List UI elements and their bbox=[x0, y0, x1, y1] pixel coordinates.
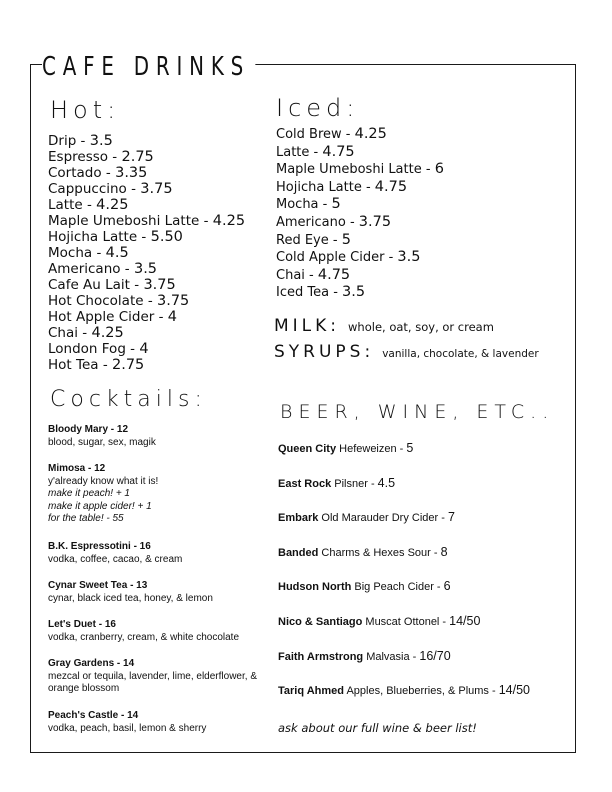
hot-drink-price: 2.75 bbox=[111, 357, 145, 373]
beer-description: Charms & Hexes Sour - bbox=[318, 546, 441, 559]
hot-drink-name: Chai - bbox=[48, 325, 92, 341]
hot-drink-price: 2.75 bbox=[121, 149, 154, 165]
hot-drink-name: Latte - bbox=[48, 197, 97, 213]
cocktail-option: make it peach! + 1 bbox=[48, 488, 130, 499]
cocktail-item bbox=[48, 710, 206, 735]
iced-drink-item bbox=[276, 179, 444, 197]
iced-drink-item bbox=[276, 144, 444, 162]
hot-drink-item bbox=[48, 293, 245, 309]
iced-drink-price: 3.5 bbox=[397, 249, 421, 266]
cocktail-description: vodka, cranberry, cream, & white chocolate bbox=[48, 631, 240, 643]
milk-row bbox=[274, 316, 494, 336]
hot-drink-name: Cortado - bbox=[48, 165, 116, 181]
iced-drink-name: Americano - bbox=[276, 214, 359, 230]
beer-price: 14/50 bbox=[449, 614, 481, 628]
hot-drink-price: 3.75 bbox=[143, 277, 176, 293]
iced-drink-name: Iced Tea - bbox=[276, 285, 343, 301]
iced-drink-price: 4.75 bbox=[317, 266, 351, 283]
beer-item bbox=[278, 649, 451, 664]
hot-drink-price: 4.5 bbox=[105, 245, 129, 261]
beer-price: 6 bbox=[443, 579, 451, 594]
hot-drink-item bbox=[48, 229, 245, 245]
hot-drink-price: 3.5 bbox=[89, 133, 113, 149]
iced-drink-item bbox=[276, 249, 444, 267]
iced-drink-item bbox=[276, 232, 444, 250]
cocktails-heading: Cocktails: bbox=[50, 387, 207, 412]
hot-drink-name: Maple Umeboshi Latte - bbox=[48, 213, 213, 229]
beer-description: Pilsner - bbox=[331, 477, 378, 490]
iced-drink-name: Cold Brew - bbox=[276, 127, 355, 142]
iced-drink-price: 6 bbox=[434, 161, 444, 178]
beer-price: 4.5 bbox=[377, 475, 396, 490]
milk-options: whole, oat, soy, or cream bbox=[348, 320, 494, 334]
iced-drink-name: Mocha - bbox=[276, 197, 332, 213]
beer-description: Apples, Blueberries, & Plums - bbox=[344, 685, 499, 698]
cocktail-name: Let's Duet - 16 bbox=[48, 619, 116, 630]
hot-drink-name: Mocha - bbox=[48, 245, 106, 261]
iced-drink-price: 4.75 bbox=[322, 143, 355, 160]
hot-drink-name: Americano - bbox=[48, 261, 134, 277]
page-title: CAFE DRINKS bbox=[42, 50, 255, 84]
hot-drink-name: Hot Chocolate - bbox=[48, 293, 157, 309]
hot-drink-item bbox=[48, 277, 245, 293]
beer-item bbox=[278, 579, 451, 594]
beer-item bbox=[278, 683, 530, 698]
iced-drink-name: Cold Apple Cider - bbox=[276, 250, 398, 266]
hot-list bbox=[48, 133, 245, 373]
iced-drink-item bbox=[276, 214, 444, 232]
beer-price: 5 bbox=[406, 441, 414, 455]
beer-item bbox=[278, 545, 448, 560]
beer-producer: Nico & Santiago bbox=[278, 616, 363, 628]
beer-item bbox=[278, 441, 413, 456]
iced-drink-item bbox=[276, 196, 444, 214]
cocktail-name: Bloody Mary - 12 bbox=[48, 424, 129, 435]
hot-drink-item bbox=[48, 341, 245, 357]
hot-heading: Hot: bbox=[50, 96, 121, 124]
beer-price: 7 bbox=[447, 510, 455, 525]
cocktail-item bbox=[48, 424, 156, 449]
cocktail-name: B.K. Espressotini - 16 bbox=[48, 541, 151, 552]
iced-heading: Iced: bbox=[276, 94, 360, 122]
hot-drink-item bbox=[48, 245, 245, 261]
beer-producer: East Rock bbox=[278, 477, 332, 490]
iced-drink-name: Latte - bbox=[276, 144, 323, 160]
cocktail-option: for the table! - 55 bbox=[48, 513, 124, 524]
beer-price: 14/50 bbox=[498, 683, 530, 698]
cocktail-description: vodka, peach, basil, lemon & sherry bbox=[48, 722, 207, 734]
iced-drink-name: Hojicha Latte - bbox=[276, 179, 375, 195]
hot-drink-price: 3.75 bbox=[140, 181, 173, 197]
hot-drink-price: 4.25 bbox=[212, 213, 246, 229]
cocktail-description: orange blossom bbox=[48, 683, 120, 694]
iced-drink-price: 3.5 bbox=[342, 284, 366, 301]
iced-drink-item bbox=[276, 161, 444, 179]
iced-drink-name: Maple Umeboshi Latte - bbox=[276, 162, 435, 178]
cocktail-name: Peach's Castle - 14 bbox=[48, 710, 139, 721]
iced-list bbox=[276, 126, 444, 302]
beer-producer: Banded bbox=[278, 546, 319, 559]
hot-drink-name: Cafe Au Lait - bbox=[48, 277, 144, 293]
cocktail-description: blood, sugar, sex, magik bbox=[48, 436, 156, 448]
milk-label: MILK: bbox=[274, 316, 341, 336]
hot-drink-price: 3.35 bbox=[115, 165, 148, 181]
iced-drink-item bbox=[276, 284, 444, 302]
cocktail-item bbox=[48, 463, 158, 526]
iced-drink-item bbox=[276, 126, 444, 144]
cocktail-description: mezcal or tequila, lavender, lime, elderflower, & bbox=[48, 670, 257, 682]
hot-drink-name: Hot Tea - bbox=[48, 357, 112, 373]
iced-drink-price: 5 bbox=[331, 196, 341, 213]
cocktail-item bbox=[48, 580, 213, 605]
cocktail-item bbox=[48, 619, 239, 644]
cocktail-description: vodka, coffee, cacao, & cream bbox=[48, 553, 183, 565]
cocktail-item bbox=[48, 658, 257, 696]
iced-drink-price: 4.25 bbox=[354, 126, 387, 142]
iced-drink-price: 5 bbox=[341, 231, 351, 248]
cocktail-description: cynar, black iced tea, honey, & lemon bbox=[48, 592, 213, 604]
beer-description: Old Marauder Dry Cider - bbox=[318, 512, 448, 525]
hot-drink-name: Hot Apple Cider - bbox=[48, 309, 168, 325]
hot-drink-name: Cappuccino - bbox=[48, 181, 141, 197]
hot-drink-item bbox=[48, 357, 245, 373]
hot-drink-item bbox=[48, 165, 245, 181]
hot-drink-price: 4 bbox=[139, 341, 149, 357]
beer-description: Malvasia - bbox=[363, 650, 420, 663]
hot-drink-name: Espresso - bbox=[48, 149, 122, 165]
beer-producer: Hudson North bbox=[278, 581, 352, 594]
cocktail-item bbox=[48, 541, 182, 566]
hot-drink-item bbox=[48, 149, 245, 165]
syrups-row bbox=[274, 342, 539, 362]
beer-description: Muscat Ottonel - bbox=[362, 616, 450, 628]
beer-producer: Faith Armstrong bbox=[278, 650, 364, 663]
iced-drink-price: 4.75 bbox=[374, 178, 408, 195]
hot-drink-item bbox=[48, 325, 245, 341]
beer-description: Hefeweizen - bbox=[336, 443, 407, 455]
iced-drink-item bbox=[276, 267, 444, 285]
hot-drink-name: London Fog - bbox=[48, 341, 140, 357]
iced-drink-name: Red Eye - bbox=[276, 232, 342, 248]
syrups-label: SYRUPS: bbox=[274, 342, 375, 362]
hot-drink-price: 4 bbox=[167, 309, 178, 325]
beer-producer: Tariq Ahmed bbox=[278, 685, 345, 698]
beer-producer: Embark bbox=[278, 512, 319, 525]
beer-heading: BEER, WINE, ETC.. bbox=[280, 401, 555, 423]
hot-drink-price: 3.75 bbox=[157, 293, 190, 309]
hot-drink-price: 4.25 bbox=[91, 325, 124, 341]
iced-drink-price: 3.75 bbox=[358, 213, 392, 230]
hot-drink-item bbox=[48, 133, 245, 149]
hot-drink-item bbox=[48, 197, 245, 213]
beer-price: 8 bbox=[440, 544, 448, 559]
beer-producer: Queen City bbox=[278, 443, 337, 455]
hot-drink-price: 3.5 bbox=[133, 261, 158, 277]
beer-description: Big Peach Cider - bbox=[351, 581, 444, 594]
beer-price: 16/70 bbox=[419, 648, 451, 663]
hot-drink-item bbox=[48, 261, 245, 277]
wine-list-note: ask about our full wine & beer list! bbox=[278, 721, 477, 735]
hot-drink-price: 5.50 bbox=[150, 229, 183, 245]
hot-drink-name: Drip - bbox=[48, 133, 90, 149]
beer-item bbox=[278, 614, 480, 629]
cocktail-name: Cynar Sweet Tea - 13 bbox=[48, 580, 148, 591]
syrups-options: vanilla, chocolate, & lavender bbox=[382, 348, 539, 360]
hot-drink-name: Hojicha Latte - bbox=[48, 229, 151, 245]
hot-drink-price: 4.25 bbox=[96, 197, 129, 213]
beer-item bbox=[278, 476, 395, 491]
hot-drink-item bbox=[48, 213, 245, 229]
cocktail-description: y'already know what it is! bbox=[48, 475, 159, 487]
hot-drink-item bbox=[48, 181, 245, 197]
hot-drink-item bbox=[48, 309, 245, 325]
iced-drink-name: Chai - bbox=[276, 267, 318, 283]
cocktail-name: Gray Gardens - 14 bbox=[48, 658, 135, 669]
cocktail-name: Mimosa - 12 bbox=[48, 463, 106, 474]
cocktail-option: make it apple cider! + 1 bbox=[48, 500, 152, 512]
beer-item bbox=[278, 510, 455, 525]
